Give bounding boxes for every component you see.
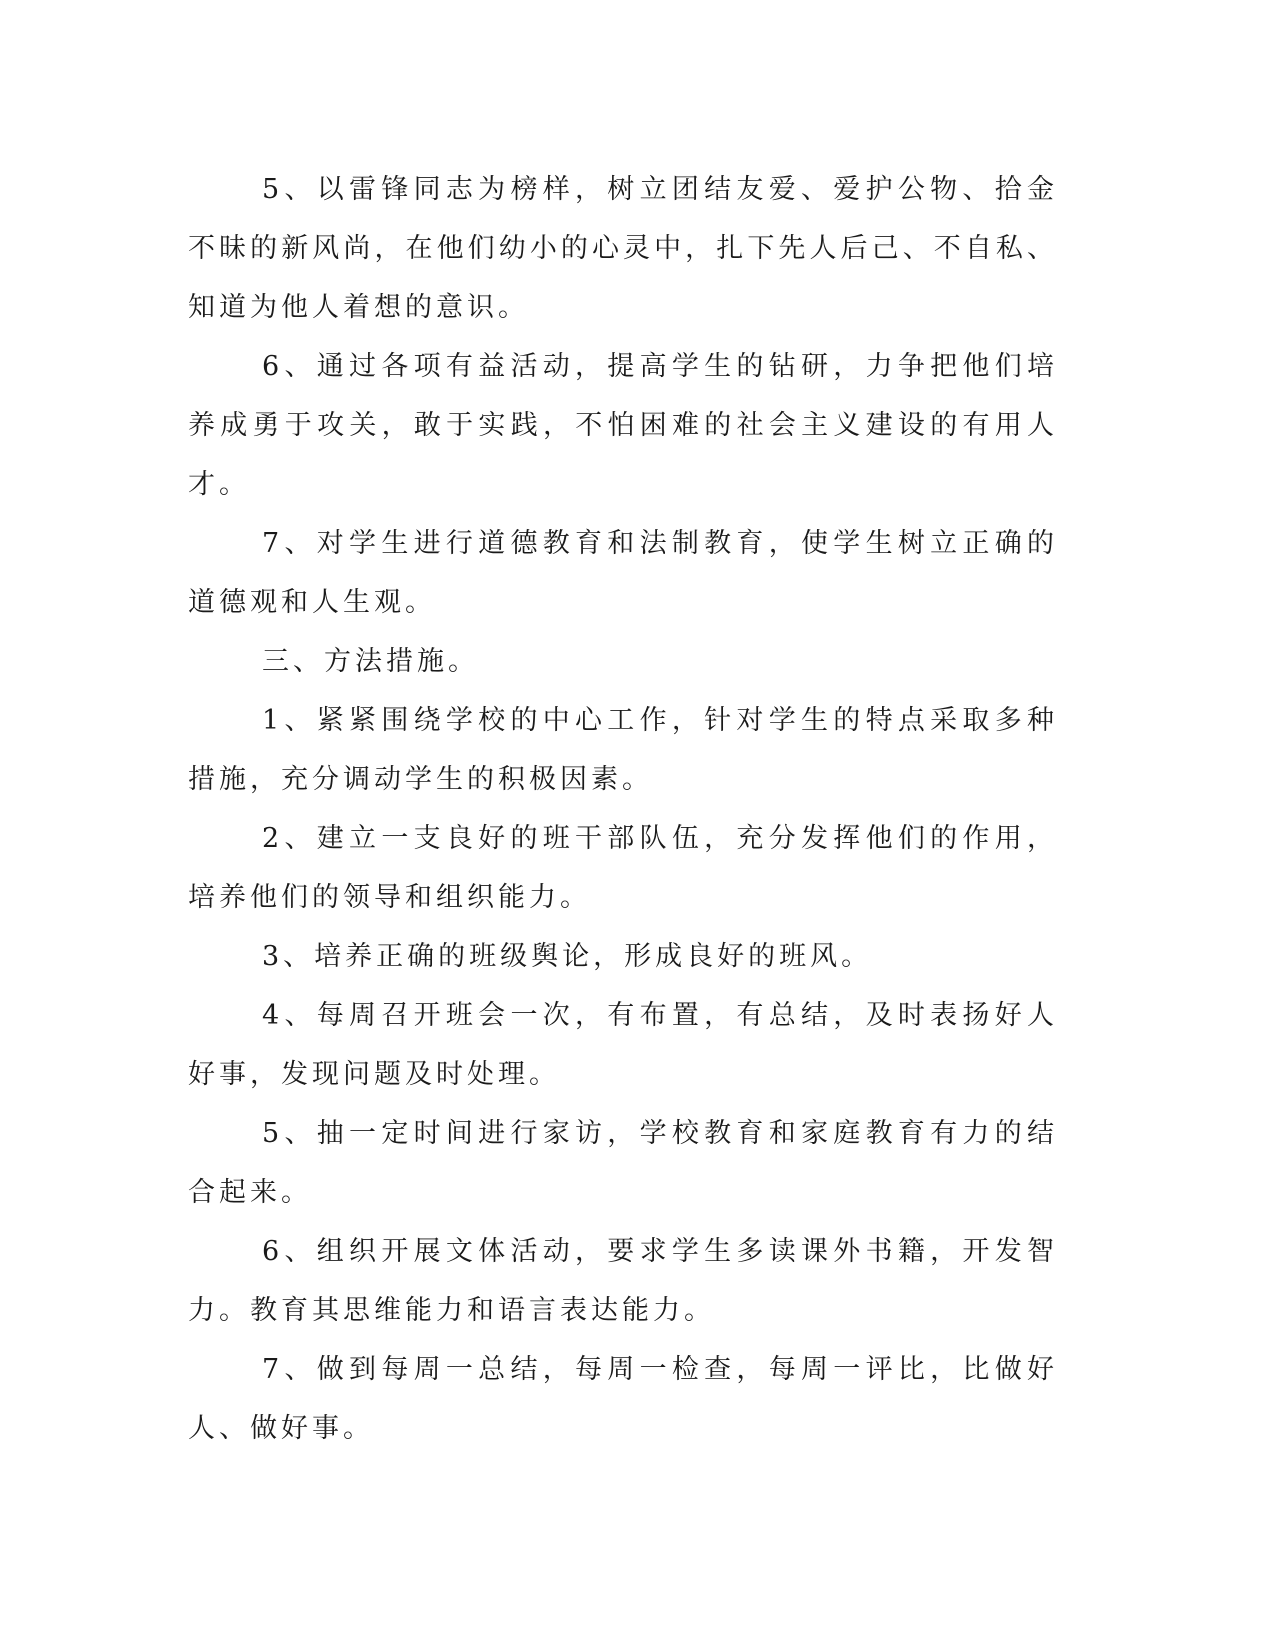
paragraph-item-7-moral-education: 7、对学生进行道德教育和法制教育，使学生树立正确的道德观和人生观。 [188,528,1058,618]
paragraph-method-1: 1、紧紧围绕学校的中心工作，针对学生的特点采取多种措施，充分调动学生的积极因素。 [188,705,1058,795]
paragraph-item-5-role-model: 5、以雷锋同志为榜样，树立团结友爱、爱护公物、拾金不昧的新风尚，在他们幼小的心灵中，扎下先人后己、不自私、知道为他人着想的意识。 [188,174,1058,323]
paragraph-method-5: 5、抽一定时间进行家访，学校教育和家庭教育有力的结合起来。 [188,1118,1058,1208]
paragraph-method-3: 3、培养正确的班级舆论，形成良好的班风。 [262,941,873,972]
paragraph-item-6-activities: 6、通过各项有益活动，提高学生的钻研，力争把他们培养成勇于攻关，敢于实践，不怕困难的社会主义建设的有用人才。 [188,351,1058,500]
paragraph-method-6: 6、组织开展文体活动，要求学生多读课外书籍，开发智力。教育其思维能力和语言表达能力。 [188,1236,1058,1326]
document-body [188,160,1058,1458]
paragraph-method-4: 4、每周召开班会一次，有布置，有总结，及时表扬好人好事，发现问题及时处理。 [188,1000,1058,1090]
section-heading-methods: 三、方法措施。 [262,646,479,677]
paragraph-method-2: 2、建立一支良好的班干部队伍，充分发挥他们的作用，培养他们的领导和组织能力。 [188,823,1058,913]
paragraph-method-7: 7、做到每周一总结，每周一检查，每周一评比，比做好人、做好事。 [188,1354,1058,1444]
